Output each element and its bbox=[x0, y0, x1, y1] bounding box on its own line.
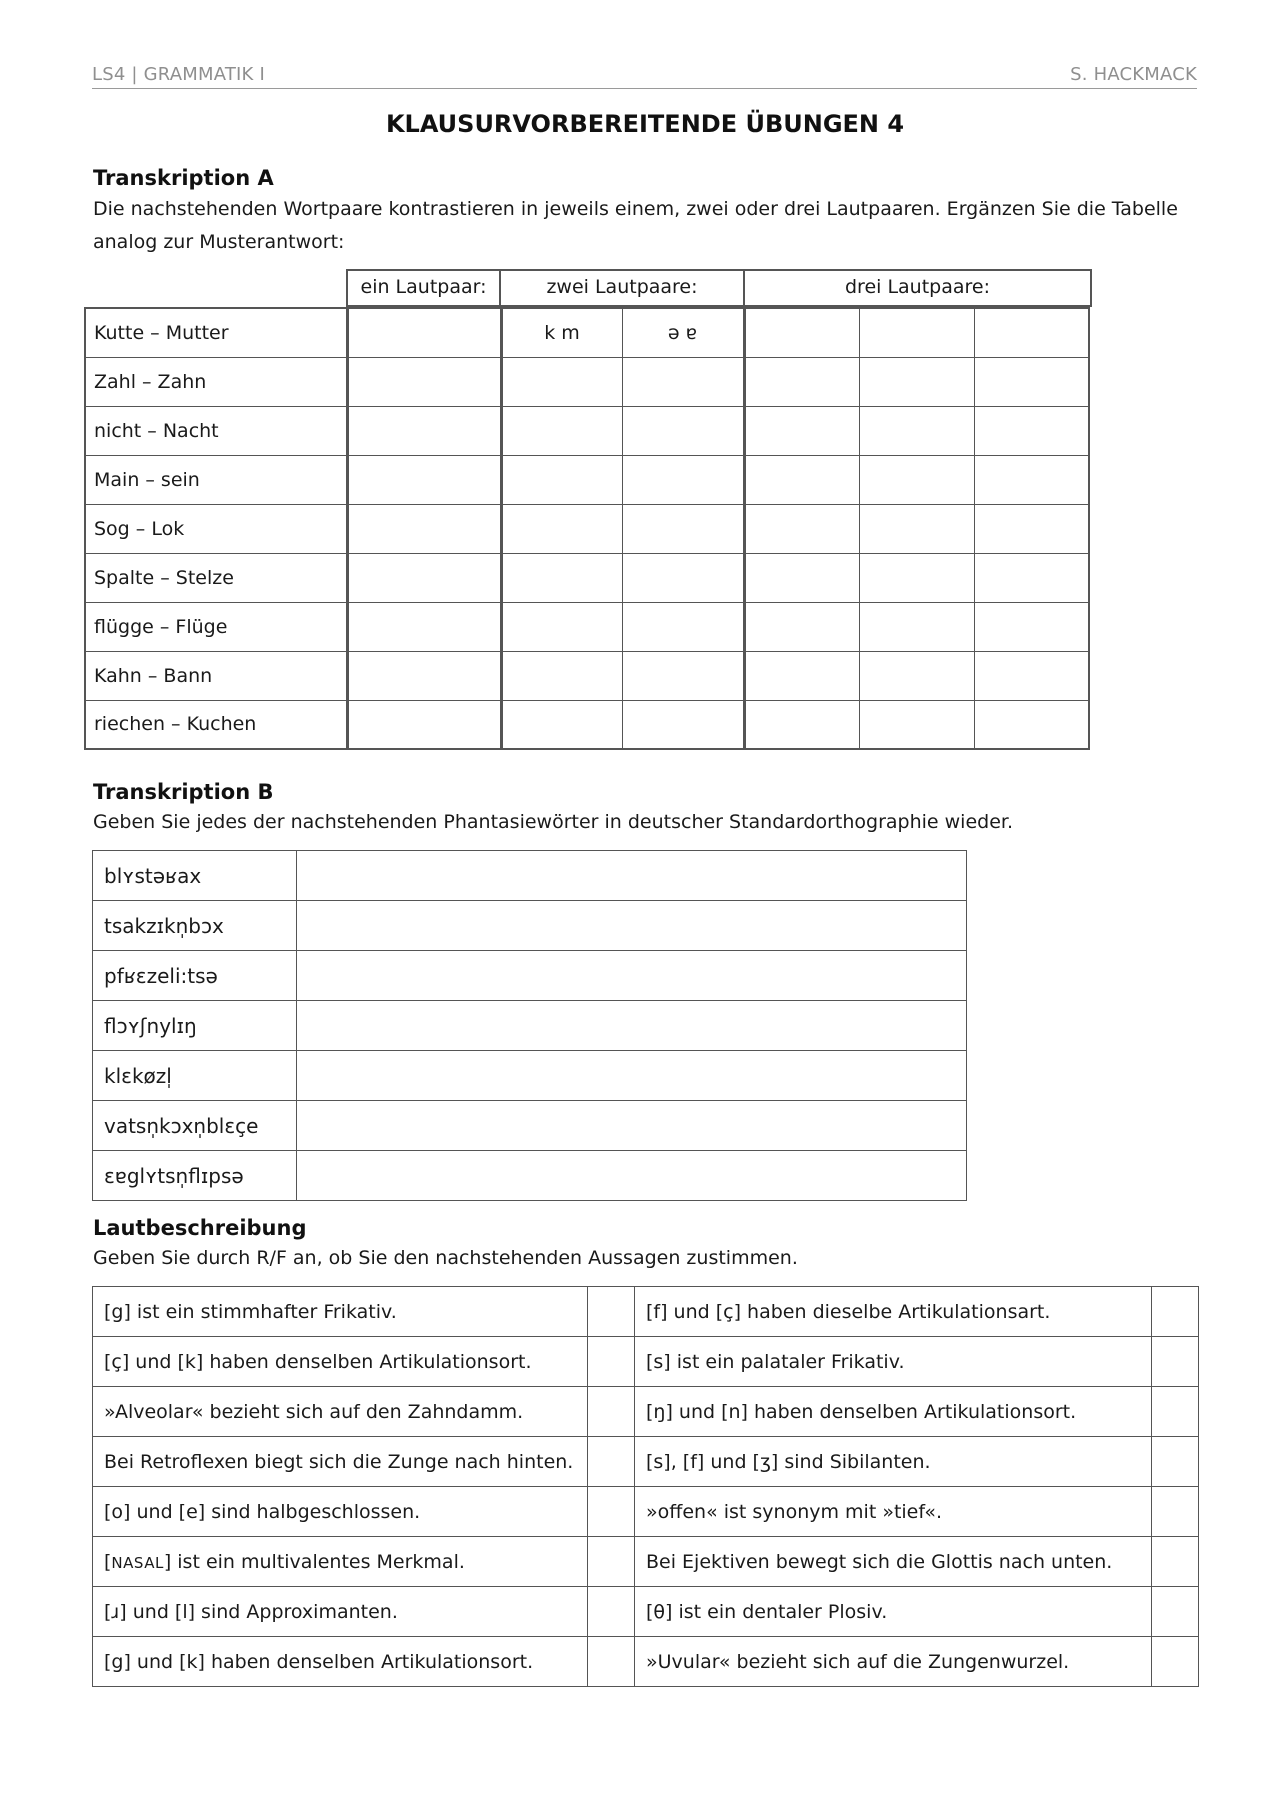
rf-answer-cell-left[interactable] bbox=[588, 1437, 635, 1487]
answer-cell-two-pairs-b[interactable] bbox=[622, 651, 744, 700]
statement-right: Bei Ejektiven bewegt sich die Glottis nach unten. bbox=[635, 1537, 1152, 1587]
table-row bbox=[93, 851, 967, 901]
answer-cell-three-pairs-a[interactable] bbox=[744, 455, 859, 504]
table-row bbox=[85, 357, 1089, 406]
rf-answer-cell-right[interactable] bbox=[1152, 1437, 1199, 1487]
page-title: KLAUSURVORBEREITENDE ÜBUNGEN 4 bbox=[385, 110, 905, 138]
table-row bbox=[93, 1387, 1199, 1437]
table-transkription-b bbox=[92, 850, 967, 1201]
answer-cell-three-pairs-b[interactable] bbox=[859, 308, 974, 357]
table-row bbox=[85, 553, 1089, 602]
rf-answer-cell-left[interactable] bbox=[588, 1637, 635, 1687]
answer-cell-two-pairs-a[interactable] bbox=[501, 651, 622, 700]
answer-cell-one-pair[interactable] bbox=[347, 700, 501, 749]
column-header-three-pairs: drei Lautpaare: bbox=[743, 269, 1092, 307]
course-label: LS4 | GRAMMATIK I bbox=[92, 64, 265, 85]
answer-cell-one-pair[interactable] bbox=[347, 602, 501, 651]
statement-left: [ç] und [k] haben denselben Artikulationsort. bbox=[93, 1337, 588, 1387]
orthography-answer-cell[interactable] bbox=[297, 1151, 967, 1201]
answer-cell-three-pairs-c[interactable] bbox=[974, 357, 1089, 406]
word-pair-label: Sog – Lok bbox=[85, 504, 347, 553]
phantasy-word: blʏstəʁax bbox=[93, 851, 297, 901]
statement-left bbox=[93, 1537, 588, 1587]
statement-right: »Uvular« bezieht sich auf die Zungenwurzel. bbox=[635, 1637, 1152, 1687]
answer-cell-three-pairs-b[interactable] bbox=[859, 553, 974, 602]
statement-right: [ŋ] und [n] haben denselben Artikulationsort. bbox=[635, 1387, 1152, 1437]
answer-cell-one-pair[interactable] bbox=[347, 455, 501, 504]
phantasy-word: klɛkøzl̩ bbox=[93, 1051, 297, 1101]
table-lautbeschreibung bbox=[92, 1286, 1199, 1687]
section-heading-transkription-a: Transkription A bbox=[93, 166, 274, 190]
statement-left: [ɹ] und [l] sind Approximanten. bbox=[93, 1587, 588, 1637]
column-header-one-pair: ein Lautpaar: bbox=[346, 269, 501, 307]
word-pair-label: Zahl – Zahn bbox=[85, 357, 347, 406]
statement-left: [o] und [e] sind halbgeschlossen. bbox=[93, 1487, 588, 1537]
answer-cell-two-pairs-a[interactable] bbox=[501, 700, 622, 749]
phantasy-word: tsakzɪkn̩bɔx bbox=[93, 901, 297, 951]
answer-cell-one-pair[interactable] bbox=[347, 406, 501, 455]
word-pair-label: riechen – Kuchen bbox=[85, 700, 347, 749]
table-row bbox=[93, 1287, 1199, 1337]
rf-answer-cell-left[interactable] bbox=[588, 1487, 635, 1537]
answer-cell-two-pairs-b[interactable] bbox=[622, 553, 744, 602]
table-row bbox=[93, 1051, 967, 1101]
answer-cell-three-pairs-b[interactable] bbox=[859, 504, 974, 553]
statement-left: [g] ist ein stimmhafter Frikativ. bbox=[93, 1287, 588, 1337]
word-pair-label: Main – sein bbox=[85, 455, 347, 504]
answer-cell-three-pairs-a[interactable] bbox=[744, 553, 859, 602]
rf-answer-cell-right[interactable] bbox=[1152, 1637, 1199, 1687]
answer-cell-one-pair[interactable] bbox=[347, 651, 501, 700]
answer-cell-two-pairs-b[interactable] bbox=[622, 700, 744, 749]
answer-cell-two-pairs-a[interactable]: k m bbox=[501, 308, 622, 357]
answer-cell-two-pairs-a[interactable] bbox=[501, 602, 622, 651]
answer-cell-one-pair[interactable] bbox=[347, 357, 501, 406]
answer-cell-one-pair[interactable] bbox=[347, 504, 501, 553]
answer-cell-three-pairs-c[interactable] bbox=[974, 651, 1089, 700]
table-row bbox=[85, 602, 1089, 651]
table-row bbox=[85, 308, 1089, 357]
word-pair-label: Spalte – Stelze bbox=[85, 553, 347, 602]
answer-cell-two-pairs-b[interactable] bbox=[622, 357, 744, 406]
answer-cell-three-pairs-a[interactable] bbox=[744, 700, 859, 749]
answer-cell-three-pairs-c[interactable] bbox=[974, 700, 1089, 749]
table-row bbox=[93, 1487, 1199, 1537]
phantasy-word: ɛɐglʏtsn̩flɪpsə bbox=[93, 1151, 297, 1201]
rf-answer-cell-right[interactable] bbox=[1152, 1537, 1199, 1587]
word-pair-label: Kahn – Bann bbox=[85, 651, 347, 700]
answer-cell-two-pairs-b[interactable] bbox=[622, 504, 744, 553]
answer-cell-three-pairs-c[interactable] bbox=[974, 308, 1089, 357]
answer-cell-three-pairs-c[interactable] bbox=[974, 602, 1089, 651]
answer-cell-two-pairs-a[interactable] bbox=[501, 504, 622, 553]
answer-cell-two-pairs-a[interactable] bbox=[501, 357, 622, 406]
table-row bbox=[93, 1001, 967, 1051]
answer-cell-two-pairs-b[interactable]: ə ɐ bbox=[622, 308, 744, 357]
answer-cell-three-pairs-a[interactable] bbox=[744, 651, 859, 700]
rf-answer-cell-left[interactable] bbox=[588, 1537, 635, 1587]
answer-cell-three-pairs-b[interactable] bbox=[859, 406, 974, 455]
answer-cell-three-pairs-b[interactable] bbox=[859, 651, 974, 700]
phantasy-word: pfʁɛzeli:tsə bbox=[93, 951, 297, 1001]
answer-cell-three-pairs-b[interactable] bbox=[859, 602, 974, 651]
section-heading-lautbeschreibung: Lautbeschreibung bbox=[93, 1216, 307, 1240]
instructions-lautbeschreibung: Geben Sie durch R/F an, ob Sie den nachstehenden Aussagen zustimmen. bbox=[93, 1247, 798, 1269]
answer-cell-three-pairs-a[interactable] bbox=[744, 602, 859, 651]
answer-cell-three-pairs-c[interactable] bbox=[974, 406, 1089, 455]
statement-left: [g] und [k] haben denselben Artikulationsort. bbox=[93, 1637, 588, 1687]
statement-left: Bei Retroflexen biegt sich die Zunge nach hinten. bbox=[93, 1437, 588, 1487]
orthography-answer-cell[interactable] bbox=[297, 951, 967, 1001]
statement-right: [s], [f] und [ʒ] sind Sibilanten. bbox=[635, 1437, 1152, 1487]
answer-cell-three-pairs-b[interactable] bbox=[859, 700, 974, 749]
rf-answer-cell-right[interactable] bbox=[1152, 1387, 1199, 1437]
answer-cell-one-pair[interactable] bbox=[347, 553, 501, 602]
answer-cell-three-pairs-a[interactable] bbox=[744, 504, 859, 553]
phantasy-word: vatsn̩kɔxn̩blɛçe bbox=[93, 1101, 297, 1151]
rf-answer-cell-left[interactable] bbox=[588, 1287, 635, 1337]
statement-right: [θ] ist ein dentaler Plosiv. bbox=[635, 1587, 1152, 1637]
author-label: S. HACKMACK bbox=[1070, 64, 1197, 85]
phantasy-word: flɔʏʃnylɪŋ bbox=[93, 1001, 297, 1051]
answer-cell-two-pairs-a[interactable] bbox=[501, 553, 622, 602]
rf-answer-cell-right[interactable] bbox=[1152, 1337, 1199, 1387]
answer-cell-three-pairs-b[interactable] bbox=[859, 357, 974, 406]
table-row bbox=[93, 1537, 1199, 1587]
answer-cell-three-pairs-a[interactable] bbox=[744, 406, 859, 455]
statement-left: »Alveolar« bezieht sich auf den Zahndamm. bbox=[93, 1387, 588, 1437]
table-row bbox=[85, 406, 1089, 455]
rf-answer-cell-right[interactable] bbox=[1152, 1487, 1199, 1537]
statement-text: ] ist ein multivalentes Merkmal. bbox=[163, 1550, 465, 1573]
feature-name: NASAL bbox=[111, 1553, 164, 1572]
orthography-answer-cell[interactable] bbox=[297, 1101, 967, 1151]
answer-cell-two-pairs-a[interactable] bbox=[501, 455, 622, 504]
table-row bbox=[85, 455, 1089, 504]
table-row bbox=[93, 901, 967, 951]
answer-cell-two-pairs-a[interactable] bbox=[501, 406, 622, 455]
table-row bbox=[93, 1101, 967, 1151]
table-transkription-a bbox=[84, 307, 1090, 750]
table-row bbox=[93, 1637, 1199, 1687]
orthography-answer-cell[interactable] bbox=[297, 1051, 967, 1101]
table-row bbox=[93, 951, 967, 1001]
instructions-transkription-a: Die nachstehenden Wortpaare kontrastieren in jeweils einem, zwei oder drei Lautpaaren. Ergänzen Sie die Tabelle analog zur Musterantwort: bbox=[93, 198, 1178, 253]
rf-answer-cell-left[interactable] bbox=[588, 1337, 635, 1387]
orthography-answer-cell[interactable] bbox=[297, 1001, 967, 1051]
answer-cell-two-pairs-b[interactable] bbox=[622, 406, 744, 455]
instructions-transkription-b: Geben Sie jedes der nachstehenden Phantasiewörter in deutscher Standardorthographie wieder. bbox=[93, 811, 1014, 833]
orthography-answer-cell[interactable] bbox=[297, 901, 967, 951]
answer-cell-three-pairs-c[interactable] bbox=[974, 504, 1089, 553]
answer-cell-three-pairs-c[interactable] bbox=[974, 553, 1089, 602]
statement-right: [s] ist ein palataler Frikativ. bbox=[635, 1337, 1152, 1387]
answer-cell-three-pairs-a[interactable] bbox=[744, 308, 859, 357]
table-row bbox=[85, 651, 1089, 700]
table-row bbox=[93, 1437, 1199, 1487]
answer-cell-two-pairs-b[interactable] bbox=[622, 455, 744, 504]
answer-cell-two-pairs-b[interactable] bbox=[622, 602, 744, 651]
table-row bbox=[85, 504, 1089, 553]
section-heading-transkription-b: Transkription B bbox=[93, 780, 274, 804]
rf-answer-cell-right[interactable] bbox=[1152, 1587, 1199, 1637]
rf-answer-cell-left[interactable] bbox=[588, 1587, 635, 1637]
answer-cell-three-pairs-b[interactable] bbox=[859, 455, 974, 504]
answer-cell-three-pairs-c[interactable] bbox=[974, 455, 1089, 504]
word-pair-label: flügge – Flüge bbox=[85, 602, 347, 651]
statement-right: »offen« ist synonym mit »tief«. bbox=[635, 1487, 1152, 1537]
table-row bbox=[93, 1337, 1199, 1387]
statement-right: [f] und [ç] haben dieselbe Artikulationsart. bbox=[635, 1287, 1152, 1337]
answer-cell-one-pair[interactable] bbox=[347, 308, 501, 357]
rf-answer-cell-right[interactable] bbox=[1152, 1287, 1199, 1337]
running-header bbox=[92, 62, 1197, 89]
word-pair-label: nicht – Nacht bbox=[85, 406, 347, 455]
orthography-answer-cell[interactable] bbox=[297, 851, 967, 901]
statement-text: [ bbox=[104, 1550, 112, 1573]
answer-cell-three-pairs-a[interactable] bbox=[744, 357, 859, 406]
table-row bbox=[93, 1587, 1199, 1637]
word-pair-label: Kutte – Mutter bbox=[85, 308, 347, 357]
table-row bbox=[85, 700, 1089, 749]
table-row bbox=[93, 1151, 967, 1201]
rf-answer-cell-left[interactable] bbox=[588, 1387, 635, 1437]
column-header-two-pairs: zwei Lautpaare: bbox=[499, 269, 745, 307]
